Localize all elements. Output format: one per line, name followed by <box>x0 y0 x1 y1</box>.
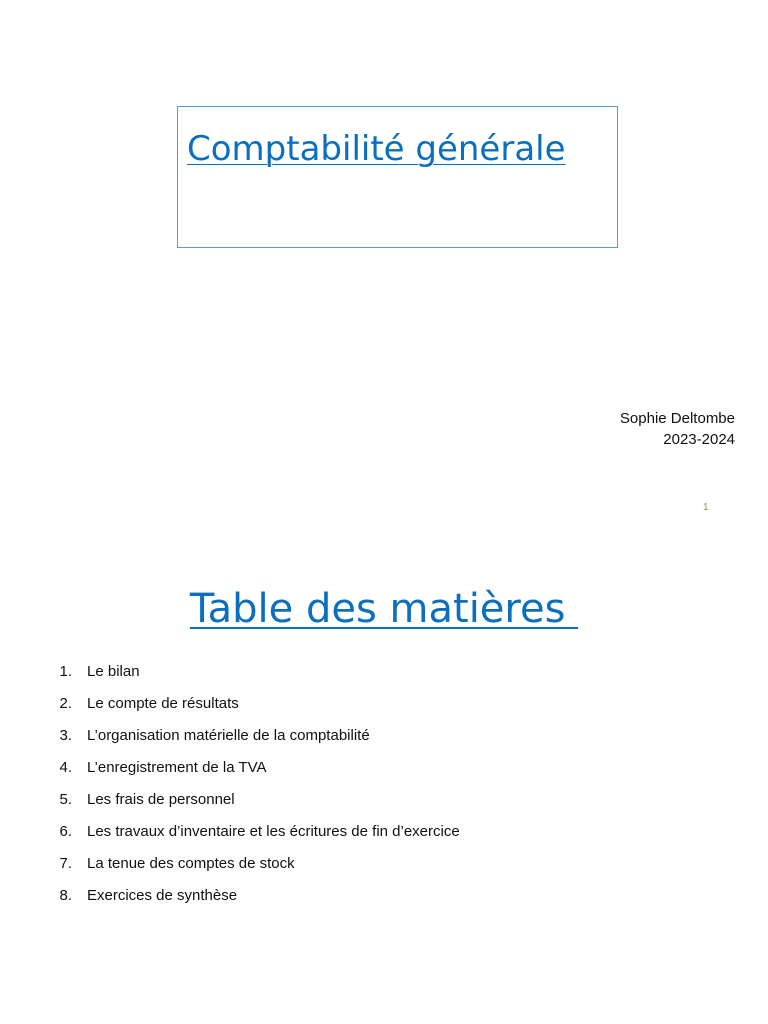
document-title: Comptabilité générale <box>187 129 566 169</box>
toc-item-label: La tenue des comptes de stock <box>87 854 295 872</box>
toc-item-number: 1 . <box>40 663 72 680</box>
academic-year: 2023-2024 <box>663 431 735 448</box>
toc-item <box>40 879 460 911</box>
toc-item <box>40 719 460 751</box>
author-name: Sophie Deltombe <box>619 410 735 427</box>
toc-item <box>40 815 460 847</box>
toc-item-number: 5 . <box>40 791 72 808</box>
toc-item <box>40 655 460 687</box>
toc-item <box>40 687 460 719</box>
toc-item-number: 6 . <box>40 823 72 840</box>
toc-item-label: Les travaux d’inventaire et les écritures de fin d’exercice <box>87 822 460 840</box>
toc-item-label: Les frais de personnel <box>87 790 235 808</box>
toc-item <box>40 751 460 783</box>
toc-item-number: 3 . <box>40 727 72 744</box>
toc-item-number: 8 . <box>40 887 72 904</box>
title-box <box>177 106 618 248</box>
toc-item <box>40 783 460 815</box>
toc-item-label: L’enregistrement de la TVA <box>87 758 267 776</box>
page-number: 1 <box>703 502 709 513</box>
toc-item-label: Le compte de résultats <box>87 694 239 712</box>
toc-item <box>40 847 460 879</box>
toc-item-number: 2 . <box>40 695 72 712</box>
toc-list <box>40 655 460 911</box>
toc-item-number: 4 . <box>40 759 72 776</box>
author-block <box>620 408 735 450</box>
toc-title: Table des matières <box>189 586 579 632</box>
toc-item-label: Le bilan <box>87 662 140 680</box>
toc-item-number: 7 . <box>40 855 72 872</box>
toc-item-label: L’organisation matérielle de la comptabilité <box>87 726 370 744</box>
toc-item-label: Exercices de synthèse <box>87 886 238 904</box>
